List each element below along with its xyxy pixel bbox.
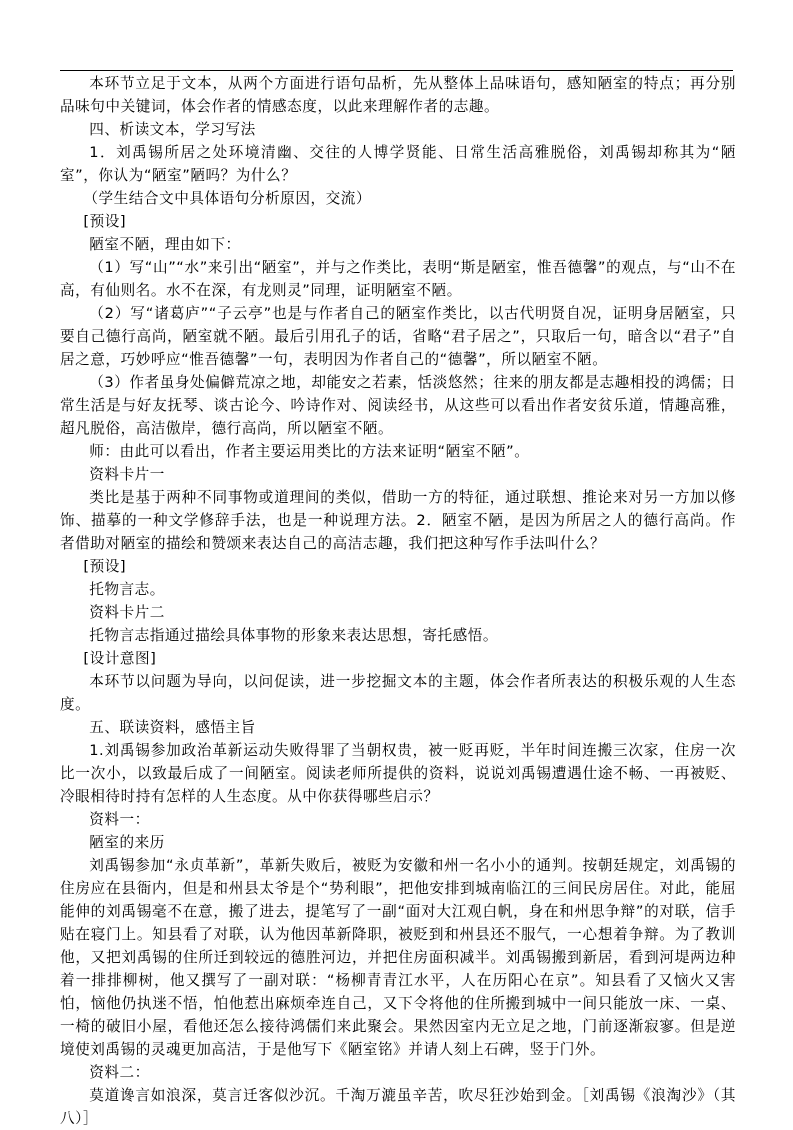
- poem-quote: 莫道谗言如浪深，莫言迁客似沙沉。千淘万漉虽辛苦，吹尽狂沙始到金。［刘禹锡《浪淘沙》（其八）］: [60, 1087, 736, 1127]
- question: 1.刘禹锡参加政治革新运动失败得罪了当朝权贵，被一贬再贬，半年时间连搬三次家，住房一次比一次小，以致最后成了一间陋室。阅读老师所提供的资料，说说刘禹锡遭遇仕途不畅、一再被贬、冷眼相待时持有怎样的人生态度。从中你获得哪些启示？: [60, 742, 736, 805]
- paragraph: 托物言志指通过描绘具体事物的形象来表达思想，寄托感悟。: [89, 627, 499, 644]
- subheading: 陋室的来历: [89, 834, 165, 851]
- label: 资料一：: [89, 811, 150, 828]
- label: [设计意图]: [83, 650, 157, 667]
- section-heading: 五、联读资料，感悟主旨: [89, 719, 256, 736]
- paragraph: （3）作者虽身处偏僻荒凉之地，却能安之若素，恬淡悠然；往来的朋友都是志趣相投的鸿儒；日常生活是与好友抚琴、谈古论今、吟诗作对、阅读经书，从这些可以看出作者安贫乐道，情趣高雅，超凡脱俗，高洁傲岸，德行高尚，所以陋室不陋。: [60, 374, 736, 437]
- paragraph: 师：由此可以看出，作者主要运用类比的方法来证明“陋室不陋”。: [89, 443, 530, 460]
- paragraph: 类比是基于两种不同事物或道理间的类似，借助一方的特征，通过联想、推论来对另一方加以修饰、描摹的一种文学修辞手法，也是一种说理方法。2．陋室不陋，是因为所居之人的德行高尚。作者借助对陋室的描绘和赞颂来表达自己的高洁志趣，我们把这种写作手法叫什么？: [60, 489, 736, 552]
- label: [预设]: [83, 213, 127, 230]
- paragraph: 本环节以问题为导向，以问促读，进一步挖掘文本的主题，体会作者所表达的积极乐观的人生态度。: [60, 673, 736, 713]
- paragraph: （2）写“诸葛庐”“子云亭”也是与作者自己的陋室作类比，以古代明贤自况，证明身居陋室，只要自己德行高尚，陋室就不陋。最后引用孔子的话，省略“君子居之”，只取后一句，暗含以“君子”自居之意，巧妙呼应“惟吾德馨”一句，表明因为作者自己的“德馨”，所以陋室不陋。: [60, 305, 736, 368]
- section-heading: 四、析读文本，学习写法: [89, 121, 256, 138]
- paragraph: （1）写“山”“水”来引出“陋室”，并与之作类比，表明“斯是陋室，惟吾德馨”的观点，与“山不在高，有仙则名。水不在深，有龙则灵”同理，证明陋室不陋。: [60, 259, 736, 299]
- paragraph: 刘禹锡参加“永贞革新”，革新失败后，被贬为安徽和州一名小小的通判。按朝廷规定，刘禹锡的住房应在县衙内，但是和州县太爷是个“势利眼”，把他安排到城南临江的三间民房居住。对此，能屈能伸的刘禹锡毫不在意，搬了进去，提笔写了一副“面对大江观白帆，身在和州思争辩”的对联，信手贴在寝门上。知县看了对联，认为他因革新降职，被贬到和州县还不服气，一心想着争辩。为了教训他，又把刘禹锡的住所迁到较远的德胜河边，并把住房面积减半。刘禹锡搬到新居，看到河堤两边种着一排排柳树，他又撰写了一副对联：“杨柳青青江水平，人在历阳心在京”。知县看了又恼火又害怕，恼他仍执迷不悟，怕他惹出麻烦牵连自己，又下令将他的住所搬到城中一间只能放一床、一桌、一椅的破旧小屋，看他还怎么接待鸿儒们来此聚会。果然因室内无立足之地，门前逐渐寂寥。但是逆境使刘禹锡的灵魂更加高洁，于是他写下《陋室铭》并请人刻上石碑，竖于门外。: [60, 857, 736, 1058]
- question: 1．刘禹锡所居之处环境清幽、交往的人博学贤能、日常生活高雅脱俗，刘禹锡却称其为“陋室”，你认为“陋室”陋吗？为什么？: [60, 144, 736, 184]
- label: 资料二：: [89, 1064, 150, 1081]
- paragraph: 托物言志。: [89, 581, 165, 598]
- header-rule: [60, 70, 733, 71]
- document-body: [60, 72, 736, 1130]
- paragraph: 陋室不陋，理由如下：: [89, 236, 241, 253]
- label: [预设]: [83, 558, 127, 575]
- paragraph: （学生结合文中具体语句分析原因，交流）: [83, 190, 372, 207]
- paragraph: 本环节立足于文本，从两个方面进行语句品析，先从整体上品味语句，感知陋室的特点；再分别品味句中关键词，体会作者的情感态度，以此来理解作者的志趣。: [60, 75, 736, 115]
- label: 资料卡片一: [89, 466, 165, 483]
- label: 资料卡片二: [89, 604, 165, 621]
